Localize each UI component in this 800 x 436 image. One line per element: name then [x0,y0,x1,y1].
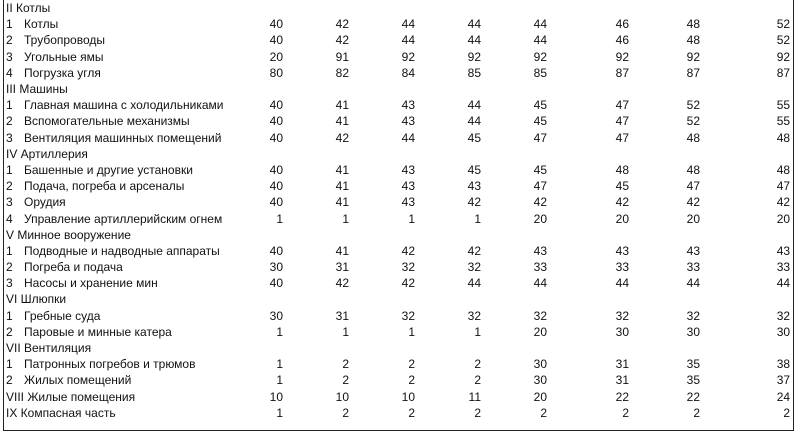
value-cell: 2 [622,405,629,420]
value-cell: 30 [269,308,283,323]
value-cell: 40 [269,130,283,145]
table-row [6,49,790,65]
table-row [6,356,790,372]
value-cell: 44 [467,33,481,48]
section-total-row [6,405,790,421]
value-cell: 52 [776,33,791,48]
value-cell: 42 [615,195,629,210]
value-cell: 2 [408,405,415,420]
frame-left-rule [3,0,4,430]
table-row [6,194,790,210]
row-label: Угольные ямы [24,49,104,64]
row-label: Подача, погреба и арсеналы [24,179,185,194]
table-row [6,65,790,81]
value-cell: 41 [335,98,349,113]
row-number: 3 [6,49,13,64]
value-cell: 48 [686,130,700,145]
value-cell: 43 [401,162,415,177]
row-label: Гребные суда [24,308,101,323]
value-cell: 30 [776,324,791,339]
value-cell: 30 [533,357,547,372]
value-cell: 82 [335,65,349,80]
value-cell: 48 [615,162,629,177]
row-label: Погрузка угля [24,65,101,80]
value-cell: 31 [615,373,629,388]
value-cell: 1 [276,373,283,388]
frame-bottom-rule [3,430,794,431]
schedule-table-body [6,0,790,421]
value-cell: 84 [401,65,415,80]
value-cell: 37 [776,373,791,388]
row-label: Котлы [24,17,59,32]
row-number: 2 [6,260,13,275]
value-cell: 20 [533,324,547,339]
table-row [6,162,790,178]
value-cell: 43 [467,179,481,194]
section-title: VI Шлюпки [6,292,67,307]
row-label: Подводные и надводные аппараты [24,243,220,258]
row-label: Насосы и хранение мин [24,276,158,291]
row-number: 2 [6,324,13,339]
table-row [6,275,790,291]
value-cell: 48 [686,162,700,177]
row-number: 1 [6,17,13,32]
row-label: Трубопроводы [24,33,105,48]
value-cell: 40 [269,276,283,291]
value-cell: 35 [686,373,700,388]
value-cell: 1 [408,324,415,339]
value-cell: 42 [776,195,791,210]
section-title: II Котлы [6,1,51,16]
table-row [6,308,790,324]
row-label: Вспомогательные механизмы [24,114,190,129]
row-number: 2 [6,33,13,48]
value-cell: 42 [686,195,700,210]
value-cell: 47 [776,179,791,194]
value-cell: 1 [474,324,481,339]
value-cell: 2 [342,373,349,388]
value-cell: 22 [686,389,700,404]
value-cell: 48 [686,33,700,48]
row-label: Жилых помещений [24,373,132,388]
value-cell: 45 [533,162,547,177]
value-cell: 40 [269,17,283,32]
value-cell: 32 [401,308,415,323]
value-cell: 2 [540,405,547,420]
table-row [6,324,790,340]
row-number: 1 [6,243,13,258]
value-cell: 1 [276,357,283,372]
row-label: Орудия [24,195,66,210]
value-cell: 30 [615,324,629,339]
value-cell: 43 [615,243,629,258]
row-number: 1 [6,162,13,177]
value-cell: 92 [686,49,700,64]
value-cell: 87 [686,65,700,80]
value-cell: 1 [276,324,283,339]
value-cell: 2 [342,357,349,372]
section-header-row [6,291,790,307]
value-cell: 32 [401,260,415,275]
value-cell: 92 [401,49,415,64]
value-cell: 41 [335,162,349,177]
section-title: IX Компасная часть [6,405,116,420]
value-cell: 48 [686,17,700,32]
value-cell: 85 [533,65,547,80]
value-cell: 47 [615,114,629,129]
table-row [6,243,790,259]
value-cell: 35 [686,357,700,372]
value-cell: 42 [467,243,481,258]
row-number: 1 [6,98,13,113]
table-row [6,32,790,48]
value-cell: 92 [776,49,791,64]
value-cell: 52 [776,17,791,32]
value-cell: 20 [533,211,547,226]
value-cell: 32 [467,260,481,275]
value-cell: 22 [615,389,629,404]
row-number: 3 [6,130,13,145]
value-cell: 80 [269,65,283,80]
value-cell: 20 [776,211,791,226]
value-cell: 44 [401,17,415,32]
value-cell: 42 [335,276,349,291]
value-cell: 38 [776,357,791,372]
row-number: 4 [6,211,13,226]
value-cell: 31 [335,260,349,275]
row-number: 1 [6,308,13,323]
value-cell: 43 [401,98,415,113]
value-cell: 44 [401,33,415,48]
value-cell: 20 [686,211,700,226]
value-cell: 47 [615,98,629,113]
table-row [6,113,790,129]
section-header-row [6,81,790,97]
value-cell: 41 [335,243,349,258]
value-cell: 2 [474,373,481,388]
value-cell: 31 [615,357,629,372]
value-cell: 85 [467,65,481,80]
value-cell: 41 [335,179,349,194]
table-row [6,16,790,32]
value-cell: 30 [533,373,547,388]
row-label: Паровые и минные катера [24,324,172,339]
value-cell: 2 [342,405,349,420]
value-cell: 40 [269,243,283,258]
value-cell: 44 [533,17,547,32]
value-cell: 42 [335,130,349,145]
value-cell: 45 [533,114,547,129]
value-cell: 20 [269,49,283,64]
row-label: Башенные и другие установки [24,162,193,177]
value-cell: 43 [401,195,415,210]
value-cell: 11 [468,389,481,404]
value-cell: 43 [533,243,547,258]
value-cell: 87 [776,65,791,80]
value-cell: 31 [335,308,349,323]
value-cell: 45 [467,162,481,177]
row-number: 4 [6,65,13,80]
value-cell: 44 [533,33,547,48]
value-cell: 40 [269,195,283,210]
row-label: Погреба и подача [24,260,123,275]
value-cell: 2 [783,405,791,420]
value-cell: 1 [342,324,349,339]
value-cell: 30 [269,260,283,275]
row-label: Патронных погребов и трюмов [24,357,196,372]
value-cell: 1 [276,405,283,420]
value-cell: 92 [467,49,481,64]
value-cell: 43 [686,243,700,258]
value-cell: 92 [533,49,547,64]
value-cell: 45 [533,98,547,113]
value-cell: 1 [276,211,283,226]
value-cell: 92 [615,49,629,64]
value-cell: 44 [533,276,547,291]
value-cell: 55 [776,114,791,129]
value-cell: 44 [467,114,481,129]
value-cell: 32 [467,308,481,323]
value-cell: 44 [776,276,791,291]
section-title: III Машины [6,82,68,97]
table-row [6,178,790,194]
value-cell: 52 [686,98,700,113]
value-cell: 44 [401,130,415,145]
value-cell: 42 [533,195,547,210]
value-cell: 47 [533,179,547,194]
schedule-table [6,0,790,421]
section-header-row [6,0,790,16]
value-cell: 2 [693,405,700,420]
value-cell: 47 [615,130,629,145]
value-cell: 40 [269,98,283,113]
value-cell: 48 [776,130,791,145]
value-cell: 41 [335,195,349,210]
value-cell: 1 [408,211,415,226]
value-cell: 43 [401,179,415,194]
value-cell: 10 [269,389,283,404]
row-label: Управление артиллерийским огнем [24,211,223,226]
row-label: Главная машина с холодильниками [24,98,224,113]
value-cell: 44 [686,276,700,291]
value-cell: 32 [533,308,547,323]
table-row [6,97,790,113]
row-number: 3 [6,276,13,291]
value-cell: 44 [467,98,481,113]
row-number: 2 [6,179,13,194]
value-cell: 46 [615,33,629,48]
section-title: IV Артиллерия [6,146,88,161]
value-cell: 41 [335,114,349,129]
value-cell: 42 [401,276,415,291]
table-row [6,130,790,146]
row-number: 2 [6,373,13,388]
section-title: VII Вентиляция [6,341,92,356]
value-cell: 40 [269,162,283,177]
section-title: V Минное вооружение [6,227,131,242]
value-cell: 10 [335,389,349,404]
section-title: VIII Жилые помещения [6,389,136,404]
row-number: 3 [6,195,13,210]
row-number: 2 [6,114,13,129]
value-cell: 47 [533,130,547,145]
section-header-row [6,340,790,356]
value-cell: 33 [533,260,547,275]
value-cell: 52 [686,114,700,129]
section-total-row [6,389,790,405]
value-cell: 33 [776,260,791,275]
value-cell: 32 [615,308,629,323]
value-cell: 55 [776,98,791,113]
value-cell: 91 [335,49,349,64]
value-cell: 20 [533,389,547,404]
value-cell: 43 [776,243,791,258]
value-cell: 24 [776,389,791,404]
value-cell: 40 [269,33,283,48]
value-cell: 87 [615,65,629,80]
value-cell: 40 [269,114,283,129]
value-cell: 42 [335,33,349,48]
value-cell: 30 [686,324,700,339]
value-cell: 1 [342,211,349,226]
frame-right-rule [793,0,794,430]
table-row [6,210,790,226]
value-cell: 42 [467,195,481,210]
value-cell: 2 [408,357,415,372]
value-cell: 20 [615,211,629,226]
value-cell: 40 [269,179,283,194]
value-cell: 44 [467,276,481,291]
section-header-row [6,227,790,243]
value-cell: 47 [686,179,700,194]
section-header-row [6,146,790,162]
value-cell: 44 [467,17,481,32]
row-number: 1 [6,357,13,372]
value-cell: 2 [408,373,415,388]
value-cell: 44 [615,276,629,291]
value-cell: 42 [401,243,415,258]
value-cell: 1 [474,211,481,226]
value-cell: 46 [615,17,629,32]
value-cell: 45 [467,130,481,145]
value-cell: 45 [615,179,629,194]
value-cell: 2 [474,357,481,372]
value-cell: 2 [474,405,481,420]
value-cell: 42 [335,17,349,32]
value-cell: 32 [686,308,700,323]
value-cell: 32 [776,308,791,323]
value-cell: 33 [686,260,700,275]
table-row [6,372,790,388]
value-cell: 48 [776,162,791,177]
value-cell: 10 [401,389,415,404]
value-cell: 33 [615,260,629,275]
row-label: Вентиляция машинных помещений [24,130,222,145]
table-row [6,259,790,275]
value-cell: 43 [401,114,415,129]
